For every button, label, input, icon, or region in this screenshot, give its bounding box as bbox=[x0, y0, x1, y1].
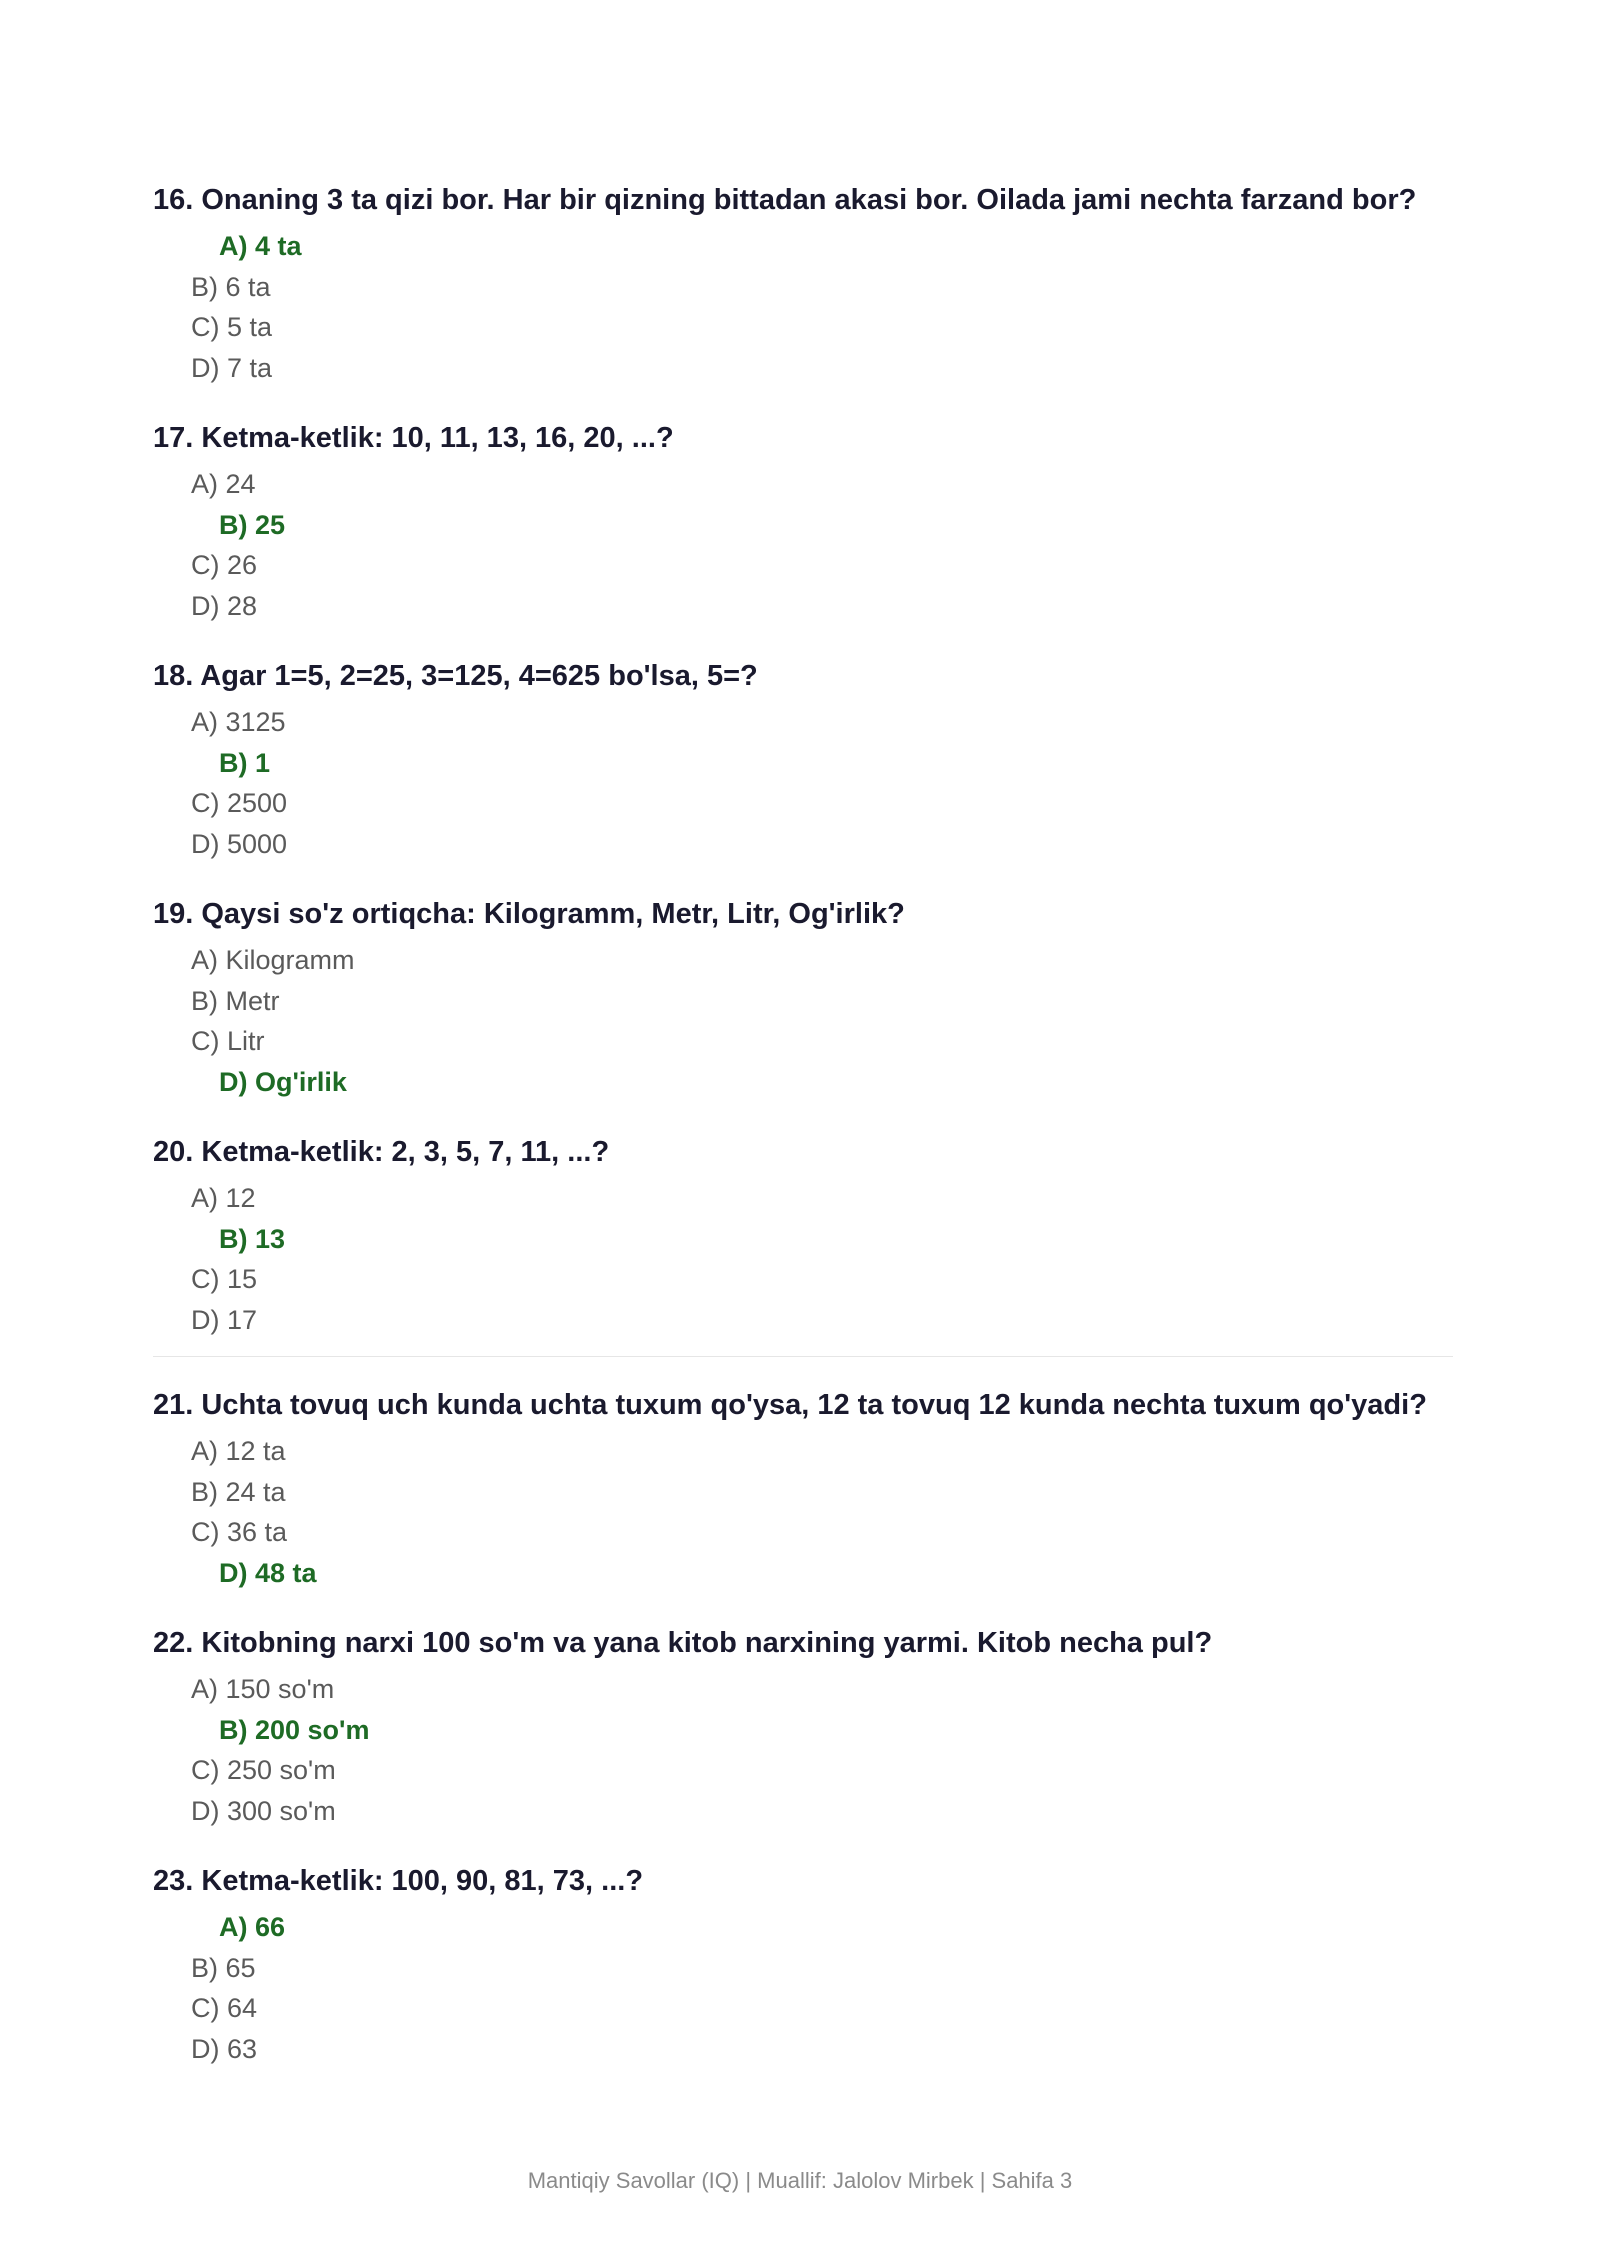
option-a: A) 150 so'm bbox=[191, 1674, 335, 1704]
option-c: C) 15 bbox=[191, 1264, 258, 1294]
option-b: B) 6 ta bbox=[191, 271, 271, 302]
option-d: D) 17 bbox=[191, 1304, 258, 1335]
question-19 bbox=[153, 892, 1453, 1102]
question-21 bbox=[153, 1383, 1453, 1593]
option-b-correct: B) 1 bbox=[219, 747, 271, 778]
option-c: C) 64 bbox=[191, 1993, 258, 2023]
option-c: C) Litr bbox=[191, 1026, 265, 1056]
question-list bbox=[153, 178, 1453, 2097]
option-c: C) 2500 bbox=[191, 788, 288, 818]
option-d: D) 300 so'm bbox=[191, 1795, 336, 1826]
question-22 bbox=[153, 1621, 1453, 1831]
option-a: A) 12 ta bbox=[191, 1436, 286, 1466]
option-b: B) 24 ta bbox=[191, 1476, 286, 1507]
option-c: C) 36 ta bbox=[191, 1517, 288, 1547]
option-a: A) 3125 bbox=[191, 707, 286, 737]
question-text: 22. Kitobning narxi 100 so'm va yana kitob narxining yarmi. Kitob necha pul? bbox=[153, 1627, 1213, 1659]
option-b-correct: B) 13 bbox=[219, 1223, 286, 1254]
option-b: B) Metr bbox=[191, 985, 280, 1016]
question-text: 17. Ketma-ketlik: 10, 11, 13, 16, 20, ...? bbox=[153, 422, 674, 454]
option-b-correct: B) 200 so'm bbox=[219, 1714, 370, 1745]
question-text: 21. Uchta tovuq uch kunda uchta tuxum qo'ysa, 12 ta tovuq 12 kunda nechta tuxum qo'yadi? bbox=[153, 1389, 1427, 1421]
option-a: A) 12 bbox=[191, 1183, 256, 1213]
question-text: 18. Agar 1=5, 2=25, 3=125, 4=625 bo'lsa, 5=? bbox=[153, 660, 758, 692]
question-17 bbox=[153, 416, 1453, 626]
question-16 bbox=[153, 178, 1453, 388]
question-20 bbox=[153, 1130, 1453, 1340]
option-a: A) Kilogramm bbox=[191, 945, 355, 975]
question-text: 19. Qaysi so'z ortiqcha: Kilogramm, Metr, Litr, Og'irlik? bbox=[153, 898, 905, 930]
option-a-correct: A) 4 ta bbox=[219, 231, 302, 261]
option-d: D) 28 bbox=[191, 590, 258, 621]
option-b-correct: B) 25 bbox=[219, 509, 286, 540]
section-divider bbox=[153, 1356, 1453, 1357]
question-23 bbox=[153, 1859, 1453, 2069]
question-text: 20. Ketma-ketlik: 2, 3, 5, 7, 11, ...? bbox=[153, 1136, 610, 1168]
option-b: B) 65 bbox=[191, 1952, 256, 1983]
option-d: D) 7 ta bbox=[191, 352, 273, 383]
option-a: A) 24 bbox=[191, 469, 256, 499]
question-text: 16. Onaning 3 ta qizi bor. Har bir qizning bittadan akasi bor. Oilada jami nechta farzand bor? bbox=[153, 184, 1417, 216]
question-18 bbox=[153, 654, 1453, 864]
page-footer: Mantiqiy Savollar (IQ) | Muallif: Jalolov Mirbek | Sahifa 3 bbox=[527, 2168, 1073, 2193]
option-a-correct: A) 66 bbox=[219, 1912, 286, 1942]
question-text: 23. Ketma-ketlik: 100, 90, 81, 73, ...? bbox=[153, 1865, 644, 1897]
option-d-correct: D) Og'irlik bbox=[219, 1066, 347, 1097]
option-c: C) 250 so'm bbox=[191, 1755, 336, 1785]
option-d: D) 5000 bbox=[191, 828, 288, 859]
option-d-correct: D) 48 ta bbox=[219, 1557, 317, 1588]
option-c: C) 26 bbox=[191, 550, 258, 580]
option-c: C) 5 ta bbox=[191, 312, 273, 342]
option-d: D) 63 bbox=[191, 2033, 258, 2064]
